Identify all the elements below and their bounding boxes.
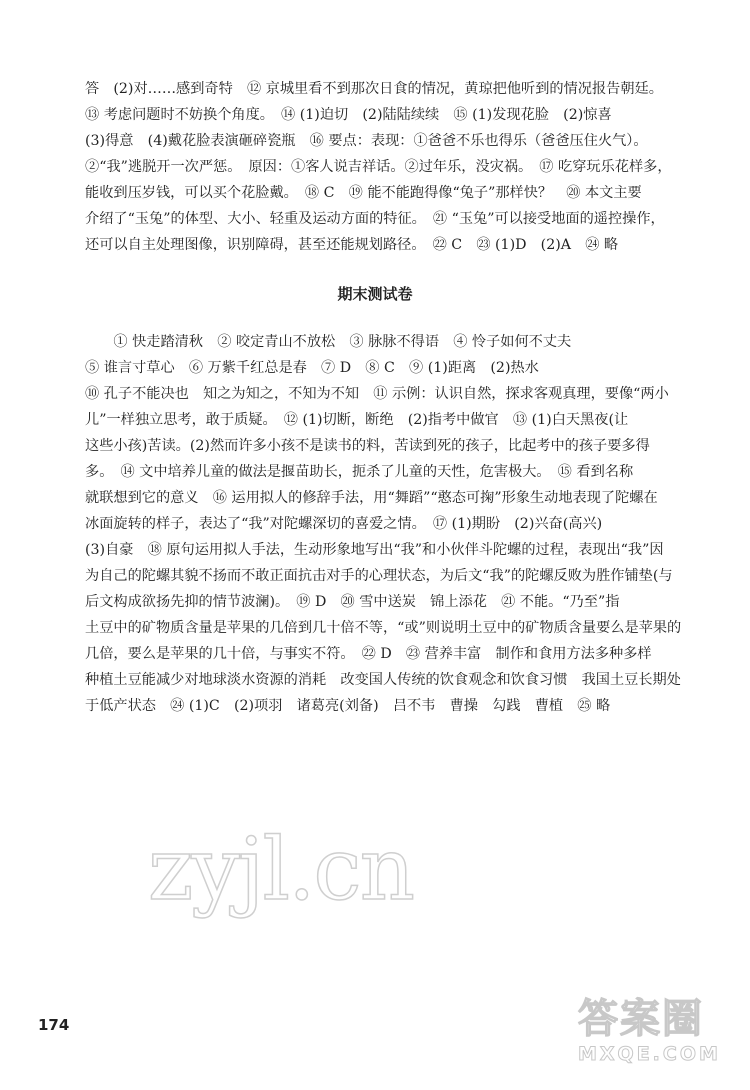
text-line: 于低产状态 ㉔ (1)C (2)项羽 诸葛亮(刘备) 吕不韦 曹操 勾践 曹植 ㉕ 略 [85, 698, 611, 714]
logo-sub-text: MXQE.COM [578, 1043, 721, 1065]
text-line: ⑬ 考虑问题时不妨换个角度。 ⑭ (1)迫切 (2)陆陆续续 ⑮ (1)发现花脸 (2)惊喜 [85, 107, 612, 123]
text-line: 多。 ⑭ 文中培养儿童的做法是揠苗助长，扼杀了儿童的天性，危害极大。 ⑮ 看到名称 [85, 464, 634, 480]
text-line: 介绍了“玉兔”的体型、大小、轻重及运动方面的特征。 ㉑ “玉兔”可以接受地面的遥控操作， [85, 211, 665, 227]
page-number: 174 [38, 1016, 70, 1034]
text-line: 儿”一样独立思考，敢于质疑。 ⑫ (1)切断，断绝 (2)指考中做官 ⑬ (1)白天黑夜(让 [85, 412, 629, 428]
text-line: ① 快走踏清秋 ② 咬定青山不放松 ③ 脉脉不得语 ④ 怜子如何不丈夫 [85, 334, 572, 350]
watermark-text: zyjl.cn [148, 820, 413, 920]
text-line: 几倍，要么是苹果的几十倍，与事实不符。 ㉒ D ㉓ 营养丰富 制作和食用方法多种多样 [85, 646, 652, 662]
text-line: ⑩ 孔子不能决也 知之为知之，不知为不知 ⑪ 示例：认识自然，探求客观真理，要像“两小 [85, 386, 669, 402]
text-line: 种植土豆能减少对地球淡水资源的消耗 改变国人传统的饮食观念和饮食习惯 我国土豆长期处 [85, 672, 681, 688]
text-line: 还可以自主处理图像，识别障碍，甚至还能规划路径。 ㉒ C ㉓ (1)D (2)A ㉔ 略 [85, 237, 619, 253]
text-line: ⑤ 谁言寸草心 ⑥ 万紫千红总是春 ⑦ D ⑧ C ⑨ (1)距离 (2)热水 [85, 360, 539, 376]
text-line: 这些小孩)苦读。(2)然而许多小孩不是读书的料，苦读到死的孩子，比起考中的孩子要多得 [85, 438, 650, 454]
text-line: 就联想到它的意义 ⑯ 运用拟人的修辞手法，用“舞蹈”“憨态可掬”形象生动地表现了陀螺在 [85, 490, 658, 506]
text-line: 能收到压岁钱，可以买个花脸戴。 ⑱ C ⑲ 能不能跑得像“兔子”那样快？ ⑳ 本文主要 [85, 185, 642, 201]
text-line: 为自己的陀螺其貌不扬而不敢正面抗击对手的心理状态，为后文“我”的陀螺反败为胜作铺垫(与 [85, 568, 673, 584]
text-line: ②“我”逃脱开一次严惩。 原因：①客人说吉祥话。②过年乐，没灾祸。 ⑰ 吃穿玩乐花样多， [85, 159, 672, 175]
text-line: 答 (2)对……感到奇特 ⑫ 京城里看不到那次日食的情况，黄琼把他听到的情况报告朝廷。 [85, 81, 663, 97]
text-line: 冰面旋转的样子，表达了“我”对陀螺深切的喜爱之情。 ⑰ (1)期盼 (2)兴奋(高兴) [85, 516, 603, 532]
text-line: 土豆中的矿物质含量是苹果的几倍到几十倍不等，“或”则说明土豆中的矿物质含量要么是苹果的 [85, 620, 682, 636]
text-line: (3)自豪 ⑱ 原句运用拟人手法，生动形象地写出“我”和小伙伴斗陀螺的过程，表现出“我”因 [85, 542, 664, 558]
site-logo [578, 995, 738, 1075]
text-line: (3)得意 (4)戴花脸表演砸碎瓷瓶 ⑯ 要点：表现：①爸爸不乐也得乐（爸爸压住火气）。 [85, 133, 648, 149]
answer-block-1 [85, 76, 690, 258]
answer-block-2 [85, 329, 690, 719]
section-title: 期末测试卷 [337, 285, 413, 303]
logo-main-text: 答案圈 [578, 996, 704, 1042]
text-line: 后文构成欲扬先抑的情节波澜)。 ⑲ D ⑳ 雪中送炭 锦上添花 ㉑ 不能。“乃至”指 [85, 594, 620, 610]
